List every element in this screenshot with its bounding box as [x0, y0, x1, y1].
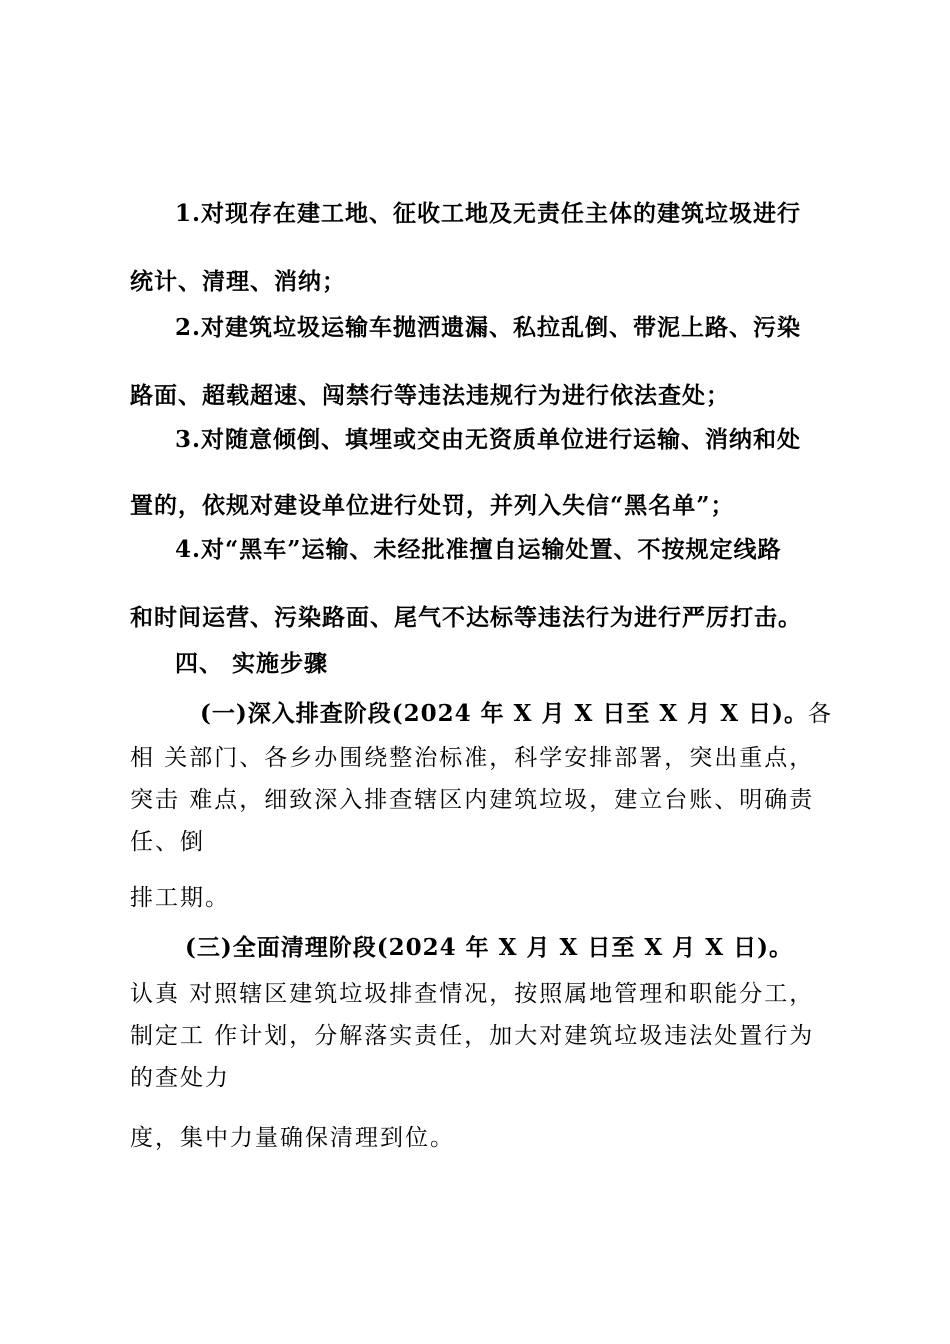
- item-2-line-2: 路面、超载超速、闯禁行等违法违规行为进行依法查处；: [130, 382, 730, 409]
- stage-1-title-row: [200, 698, 832, 730]
- item-4-line-2: 和时间运营、污染路面、尾气不达标等违法行为进行严厉打击。: [130, 604, 802, 631]
- stage-1-title-tail: 各: [808, 701, 832, 727]
- stage-1-line-3: 突击 难点，细致深入排查辖区内建筑垃圾，建立台账、明确责: [130, 787, 815, 813]
- stage-3-title: (三)全面清理阶段(2024 年 X 月 X 日至 X 月 X 日)。: [185, 934, 793, 961]
- section-heading-4: 四、 实施步骤: [175, 650, 329, 677]
- item-1-line-1: 1.对现存在建工地、征收工地及无责任主体的建筑垃圾进行: [175, 200, 802, 227]
- item-3-line-1: 3.对随意倾倒、填埋或交由无资质单位进行运输、消纳和处: [175, 426, 802, 453]
- stage-1-line-5: 排工期。: [130, 885, 230, 911]
- stage-3-line-3: 制定工 作计划，分解落实责任，加大对建筑垃圾违法处置行为: [130, 1023, 815, 1049]
- item-1-line-2: 统计、清理、消纳；: [130, 268, 346, 295]
- stage-1-line-2: 相 关部门、各乡办围绕整治标准，科学安排部署，突出重点，: [130, 745, 815, 771]
- stage-1-line-4: 任、倒: [130, 829, 205, 855]
- item-2-line-1: 2.对建筑垃圾运输车抛洒遗漏、私拉乱倒、带泥上路、污染: [175, 314, 802, 341]
- stage-3-line-2: 认真 对照辖区建筑垃圾排查情况，按照属地管理和职能分工，: [130, 981, 815, 1007]
- stage-1-title: (一)深入排查阶段(2024 年 X 月 X 日至 X 月 X 日)。: [200, 700, 808, 727]
- item-3-line-2: 置的，依规对建设单位进行处罚，并列入失信“黑名单”；: [130, 492, 735, 519]
- stage-3-line-4: 的查处力: [130, 1065, 230, 1091]
- stage-3-line-5: 度，集中力量确保清理到位。: [130, 1125, 455, 1151]
- item-4-line-1: 4.对“黑车”运输、未经批准擅自运输处置、不按规定线路: [175, 536, 782, 563]
